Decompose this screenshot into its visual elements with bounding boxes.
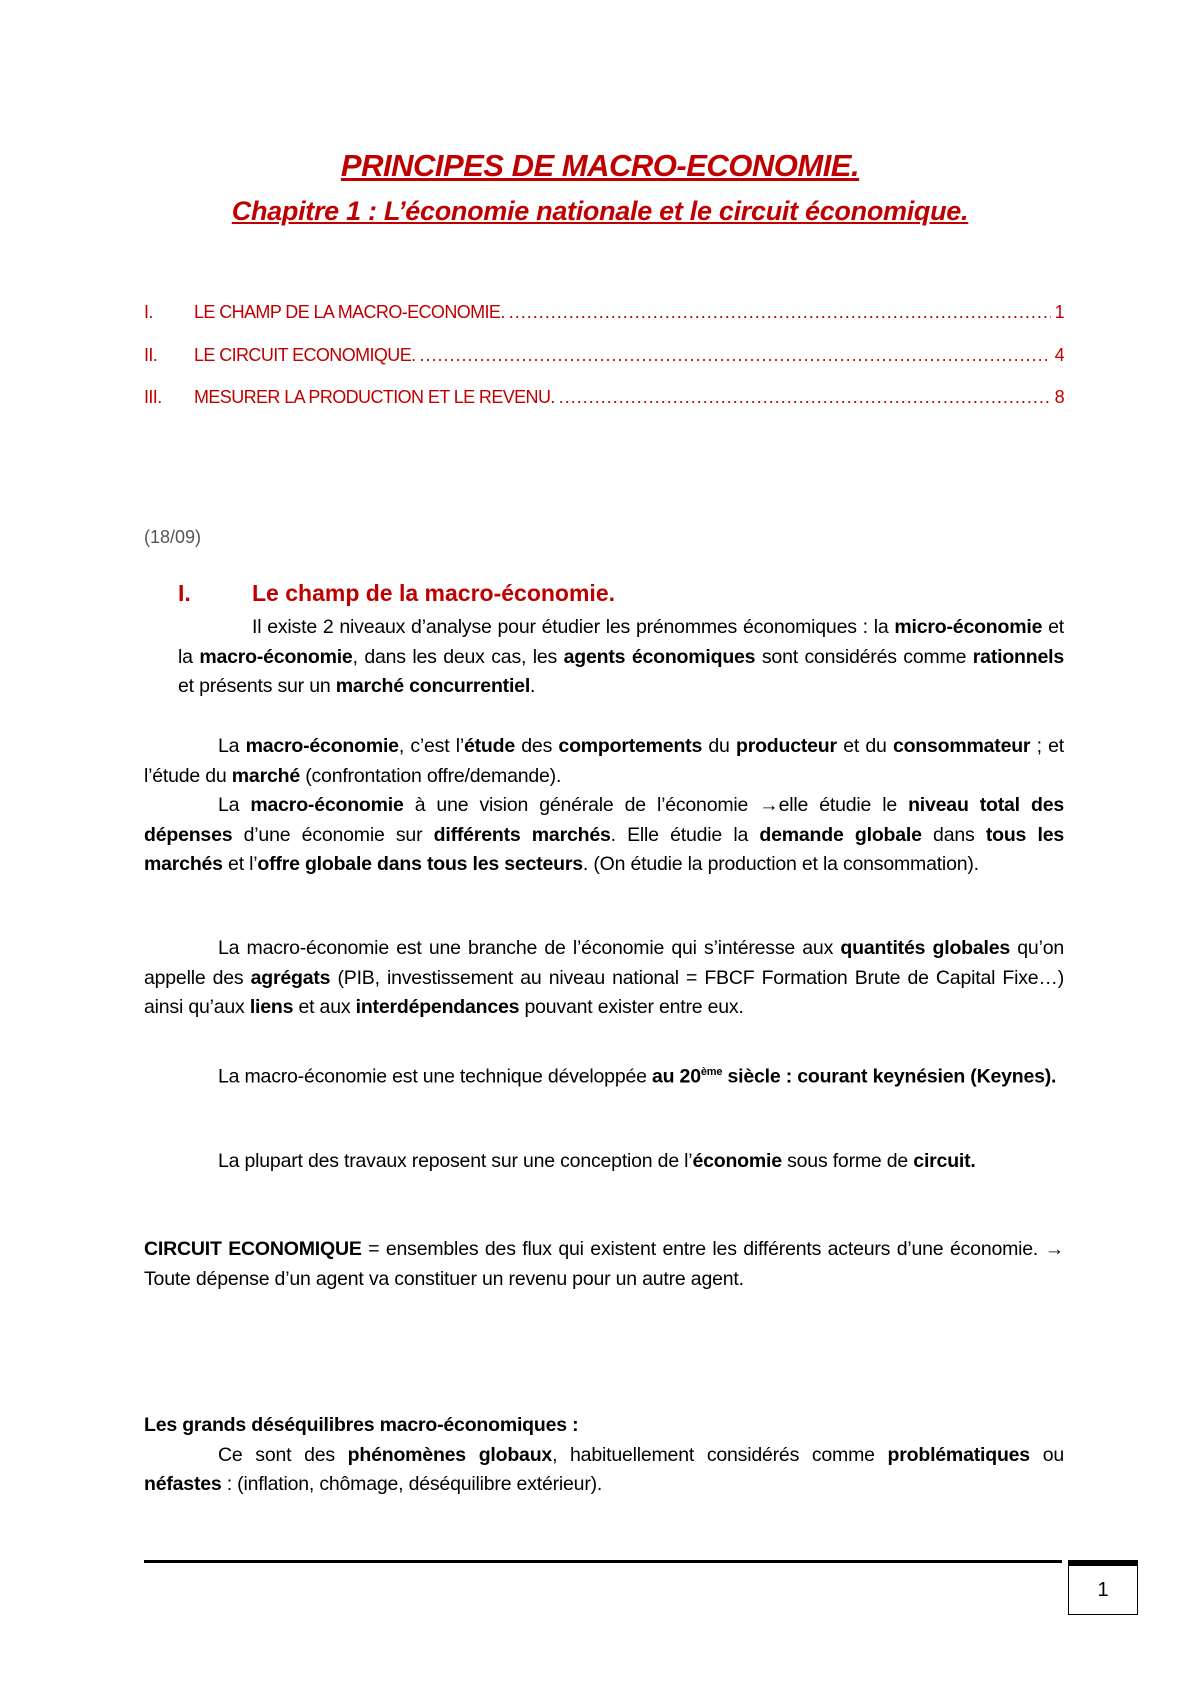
toc-entry[interactable] [144, 387, 1064, 417]
arrow-icon: → [759, 794, 779, 816]
toc-entry-page: 4 [1054, 345, 1064, 365]
section-number: I. [178, 580, 191, 606]
session-date: (18/09) [144, 527, 202, 547]
paragraph-intro: Il existe 2 niveaux d’analyse pour étudier les prénommes économiques : la micro-économie et la macro-économie, dans les deux cas, les agents économiques sont considérés comme rationnels et présents sur un marché concurrentiel. [178, 616, 1064, 697]
page-number-label: 1 [1097, 1578, 1109, 1601]
toc-leader-dots [420, 345, 1051, 366]
section-heading [178, 580, 615, 607]
toc-entry-title: LE CHAMP DE LA MACRO-ECONOMIE. [194, 302, 505, 322]
toc-leader-dots [509, 302, 1051, 323]
paragraph-imbalances: Les grands déséquilibres macro-économiques : Ce sont des phénomènes globaux, habituellement considérés comme problématiques ou néfastes : (inflation, chômage, déséquilibre extérieur). [144, 1414, 1064, 1495]
paragraph-history: La macro-économie est une technique développée au 20ème siècle : courant keynésien (Keynes). [218, 1065, 1057, 1088]
toc-leader-dots [559, 387, 1051, 408]
paragraph-circuit: La plupart des travaux reposent sur une conception de l’économie sous forme de circuit. [218, 1150, 976, 1172]
toc-entry-page: 1 [1054, 302, 1064, 322]
footer-rule [144, 1560, 1062, 1563]
toc-entry-title: MESURER LA PRODUCTION ET LE REVENU. [194, 387, 555, 407]
page-number [1068, 1565, 1138, 1615]
toc-entry-page: 8 [1054, 387, 1064, 407]
toc-entry-number: II. [144, 345, 158, 365]
subheading: Les grands déséquilibres macro-économiques : [144, 1414, 579, 1436]
paragraph-aggregates: La macro-économie est une branche de l’économie qui s’intéresse aux quantités globales qu’on appelle des agrégats (PIB, investissement au niveau national = FBCF Formation Brute de Capital Fixe…) ainsi qu’aux liens et aux interdépendances pouvant exister entre eux. [144, 937, 1065, 1018]
chapter-title: Chapitre 1 : L’économie nationale et le circuit économique. [231, 196, 969, 226]
paragraph-definition: La macro-économie, c’est l’étude des comportements du producteur et du consommateur ; et l’étude du marché (confrontation offre/demande). La macro-économie à une vision générale de l’économie →elle étudie le niveau total des dépenses d’une économie sur différents marchés. Elle étudie la demande globale dans tous les marchés et l’offre globale dans tous les secteurs. (On étudie la production et la consommation). [144, 735, 1064, 875]
toc-entry-number: III. [144, 387, 162, 407]
paragraph-circuit-definition: CIRCUIT ECONOMIQUE = ensembles des flux qui existent entre les différents acteurs d’une économie. → Toute dépense d’un agent va constituer un revenu pour un autre agent. [144, 1238, 1064, 1290]
document-title: PRINCIPES DE MACRO-ECONOMIE. [340, 148, 860, 183]
toc-entry[interactable] [144, 302, 1064, 332]
arrow-icon: → [1044, 1238, 1064, 1260]
section-title: Le champ de la macro-économie. [252, 580, 616, 606]
toc-entry-title: LE CIRCUIT ECONOMIQUE. [194, 345, 416, 365]
toc-entry[interactable] [144, 345, 1064, 375]
toc-entry-number: I. [144, 302, 153, 322]
